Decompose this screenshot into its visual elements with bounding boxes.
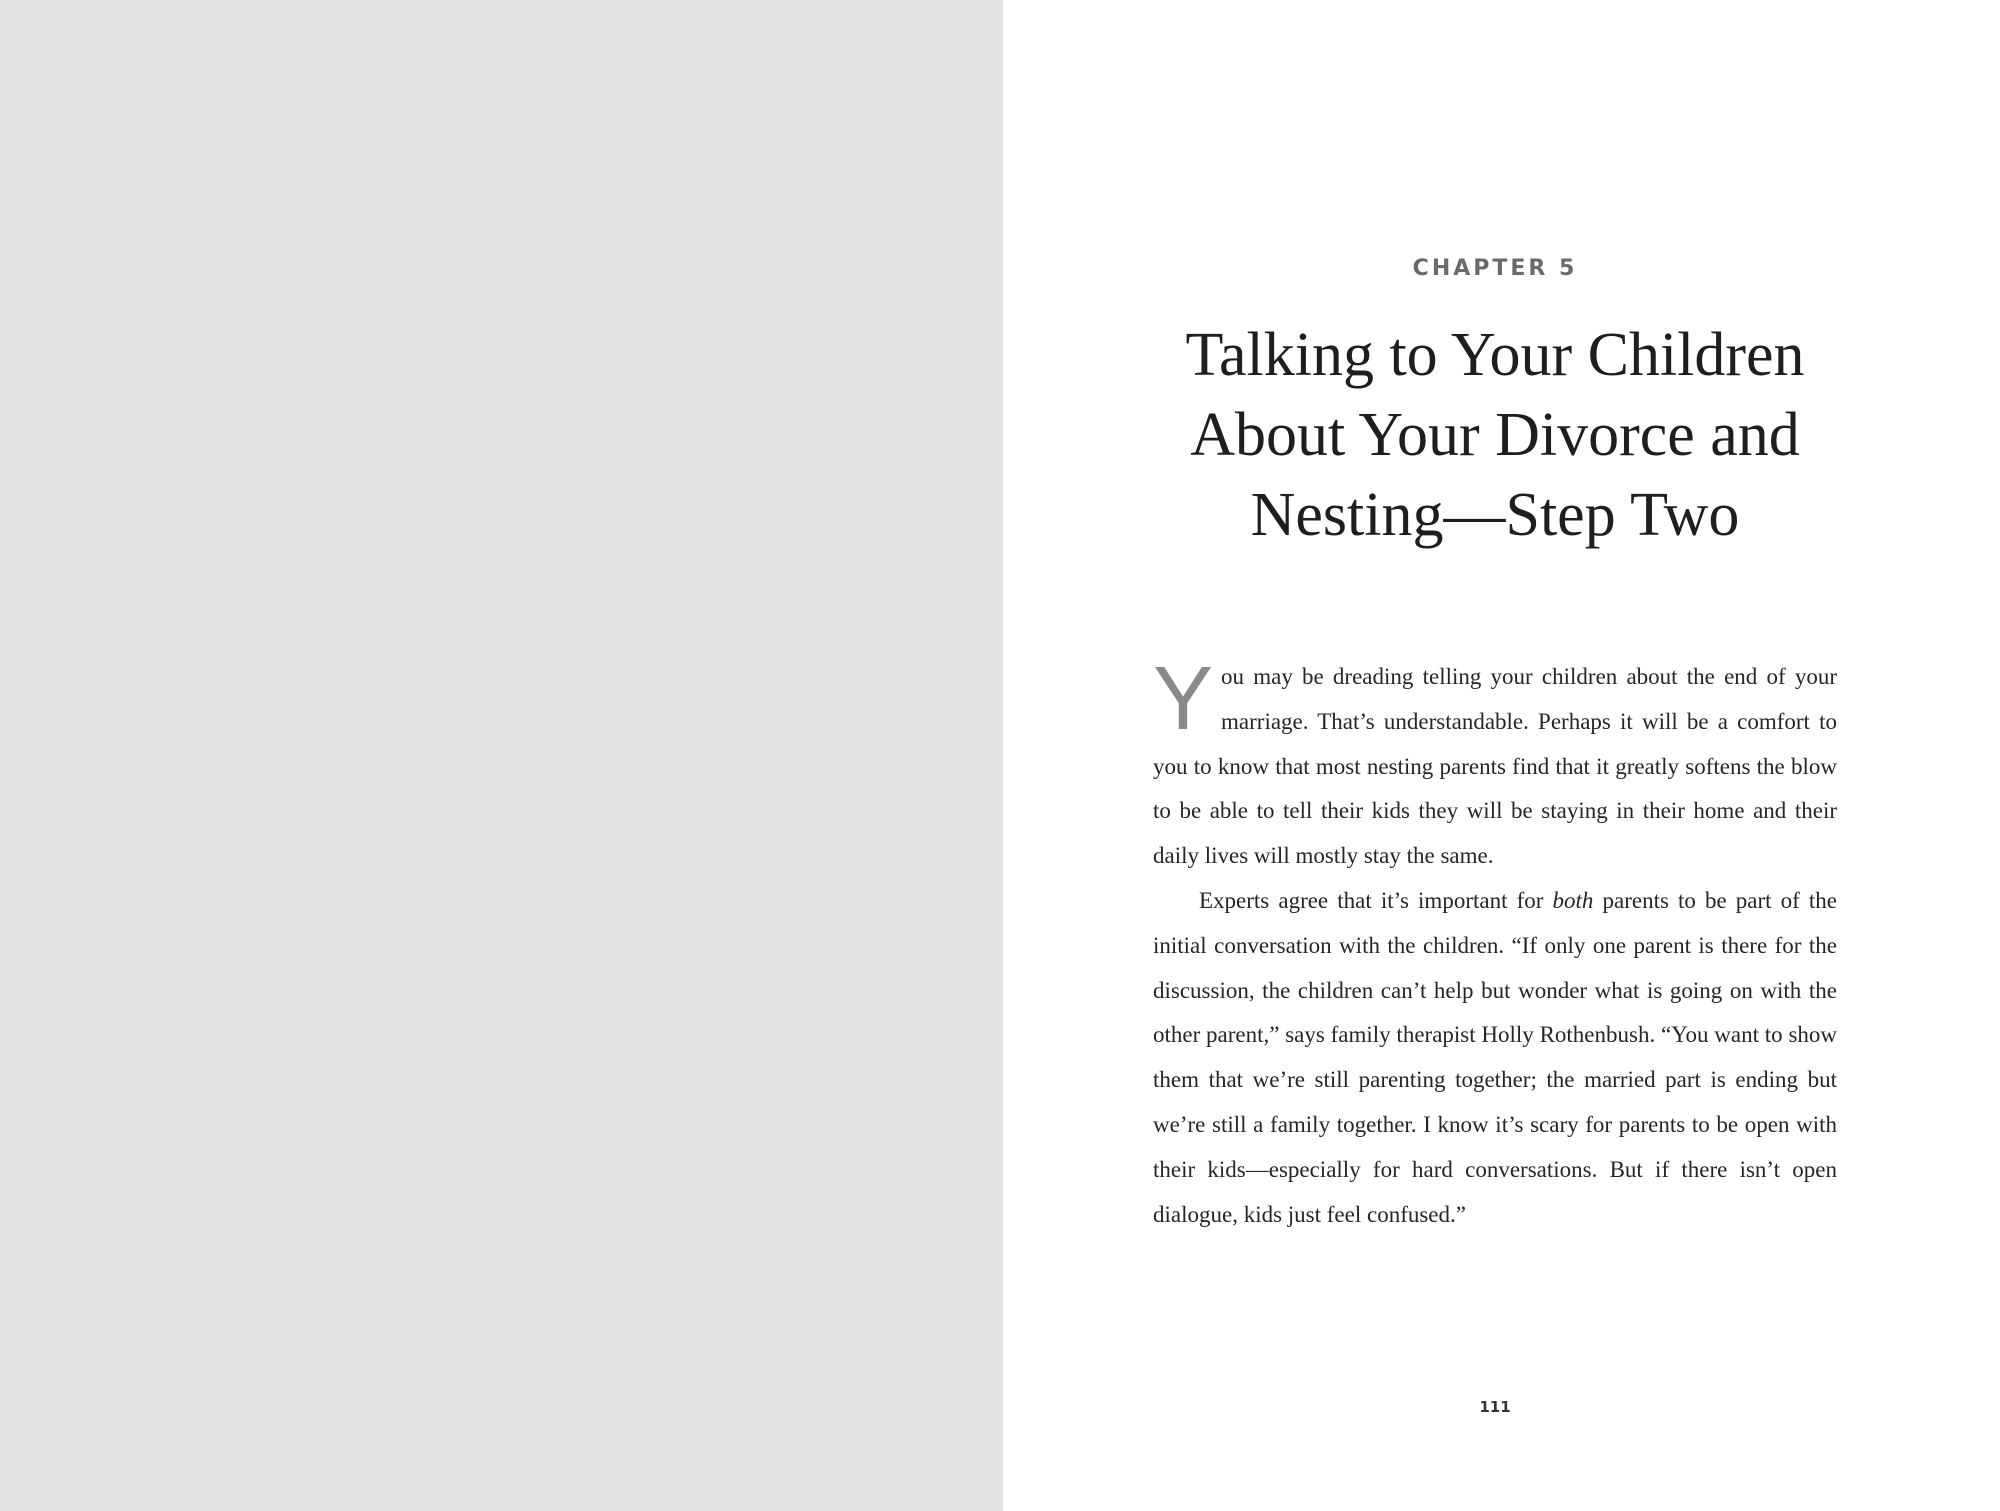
page-number: 111 bbox=[1479, 1398, 1511, 1416]
paragraph-2-text-start: Experts agree that it’s important for bbox=[1199, 887, 1553, 913]
chapter-title-line-2: About Your Divorce and bbox=[1190, 401, 1800, 469]
chapter-title-line-3: Nesting—Step Two bbox=[1250, 481, 1740, 549]
chapter-title bbox=[1103, 315, 1887, 555]
paragraph-1 bbox=[1153, 649, 1837, 879]
paragraph-2-emphasis: both bbox=[1552, 887, 1594, 913]
drop-cap: Y bbox=[1153, 649, 1214, 749]
chapter-title-line-1: Talking to Your Children bbox=[1185, 321, 1805, 389]
paragraph-2 bbox=[1153, 879, 1837, 1237]
chapter-label: CHAPTER 5 bbox=[1412, 256, 1578, 281]
paragraph-1-text: ou may be dreading telling your children about the end of your marriage. That’s understandable. Perhaps it will be a comfort to you to know that most nesting parents find that it greatly softens the blow to be able to tell their kids they will be staying in their home and their daily lives will mostly stay the same. bbox=[1153, 664, 1837, 869]
body-text bbox=[1153, 649, 1838, 1237]
paragraph-2-text-end: parents to be part of the initial conversation with the children. “If only one parent is there for the discussion, the children can’t help but wonder what is going on with the other parent,” says family therapist Holly Rothenbush. “You want to show them that we’re still parenting together; the married part is ending but we’re still a family together. I know it’s scary for parents to be open with their kids—especially for hard conversations. But if there isn’t open dialogue, kids just feel confused.” bbox=[1153, 887, 1838, 1227]
